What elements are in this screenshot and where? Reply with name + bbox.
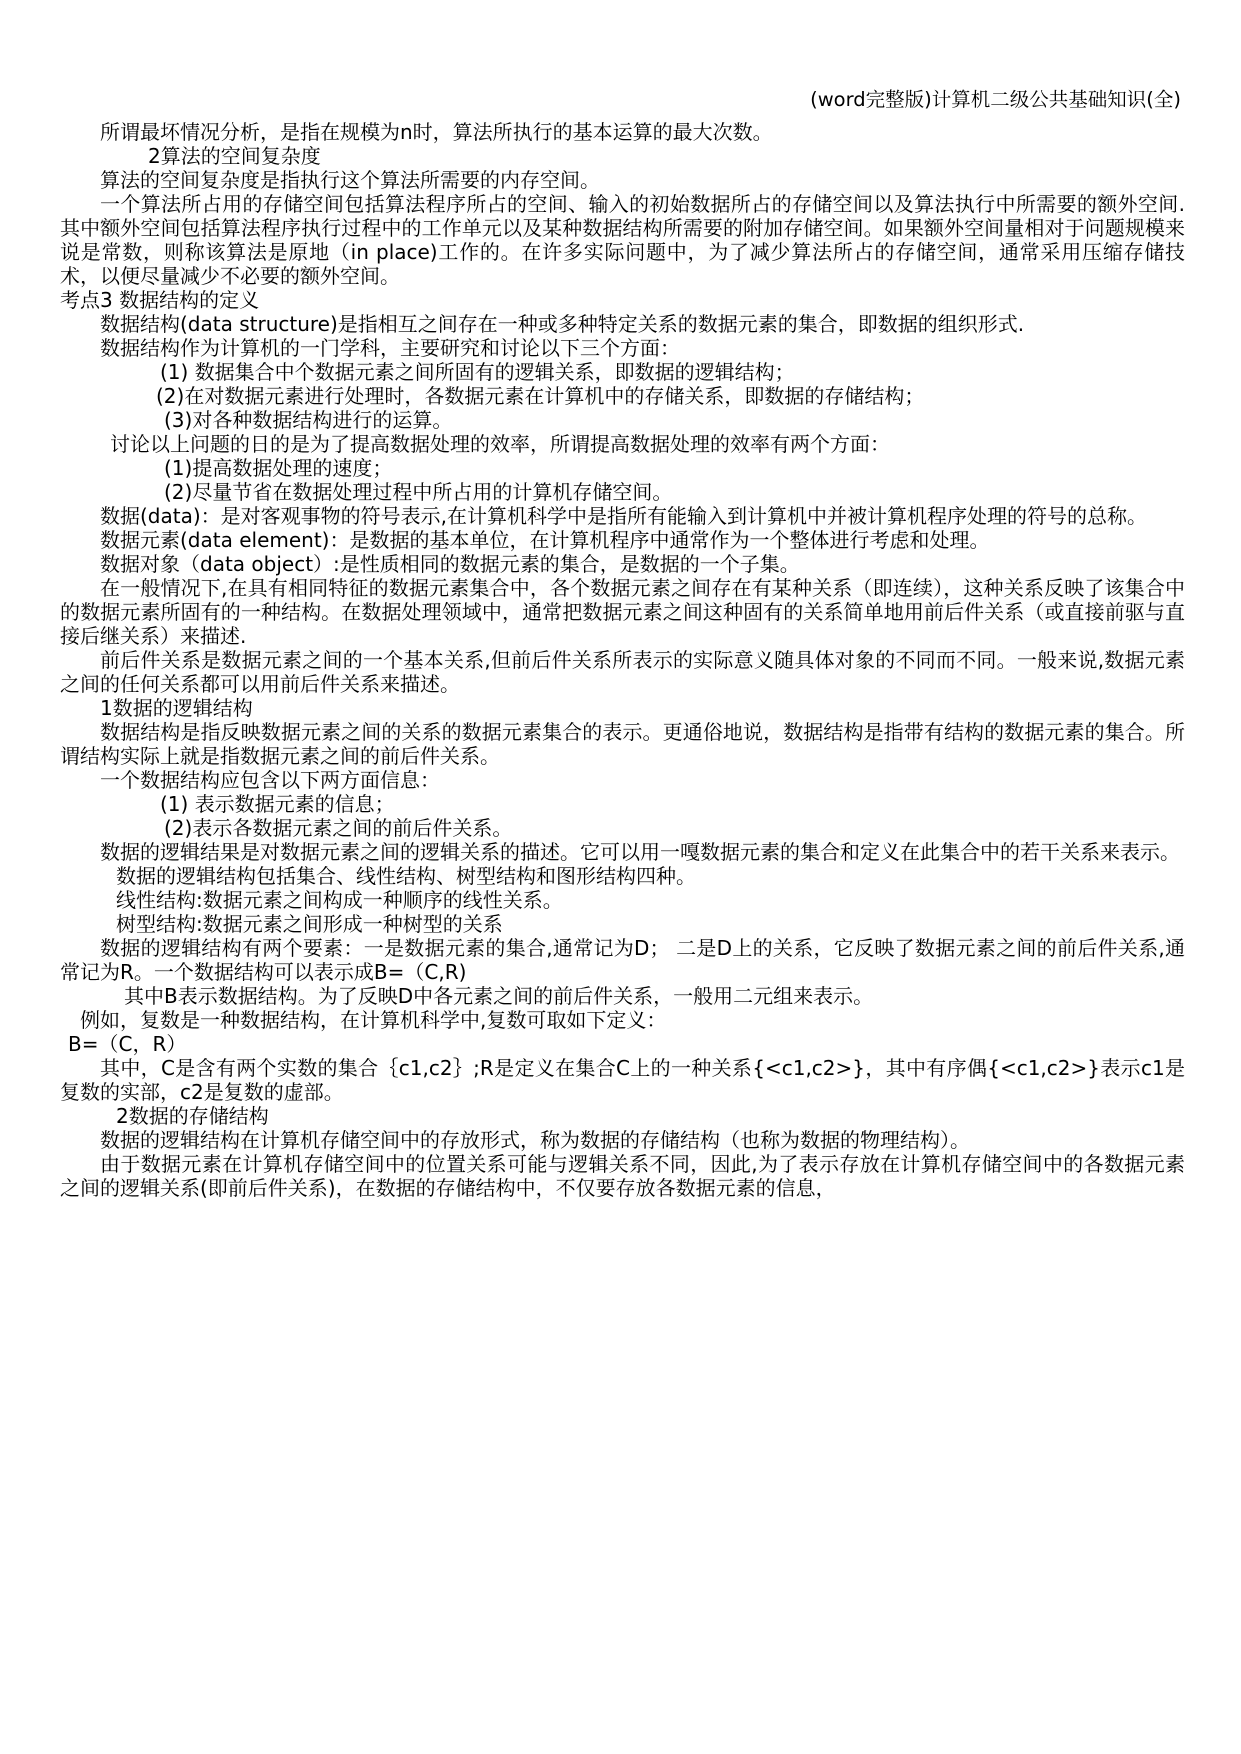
paragraph: 数据的逻辑结构包括集合、线性结构、树型结构和图形结构四种。 (116, 864, 696, 888)
paragraph: 由于数据元素在计算机存储空间中的位置关系可能与逻辑关系不同，因此,为了表示存放在计算机存储空间中的各数据元素之间的逻辑关系(即前后件关系)，在数据的存储结构中，不仅要存放各数据元素的信息， (60, 1152, 1185, 1200)
paragraph: 例如，复数是一种数据结构，在计算机科学中,复数可取如下定义： (80, 1008, 667, 1032)
paragraph: 数据元素(data element)：是数据的基本单位，在计算机程序中通常作为一个整体进行考虑和处理。 (100, 528, 990, 552)
paragraph: 数据(data)：是对客观事物的符号表示,在计算机科学中是指所有能输入到计算机中并被计算机程序处理的符号的总称。 (100, 504, 1148, 528)
section-heading: 1数据的逻辑结构 (100, 696, 253, 720)
paragraph: 讨论以上问题的日的是为了提高数据处理的效率，所谓提高数据处理的效率有两个方面： (110, 432, 890, 456)
paragraph: 数据结构作为计算机的一门学科，主要研究和讨论以下三个方面： (100, 336, 680, 360)
paragraph: 树型结构:数据元素之间形成一种树型的关系 (116, 912, 503, 936)
paragraph: 一个数据结构应包含以下两方面信息： (100, 768, 440, 792)
list-item: (2)在对数据元素进行处理时，各数据元素在计算机中的存储关系，即数据的存储结构； (156, 384, 925, 408)
paragraph: 线性结构:数据元素之间构成一种顺序的线性关系。 (116, 888, 563, 912)
section-heading: 2数据的存储结构 (116, 1104, 269, 1128)
paragraph: 数据结构是指反映数据元素之间的关系的数据元素集合的表示。更通俗地说，数据结构是指带有结构的数据元素的集合。所谓结构实际上就是指数据元素之间的前后件关系。 (60, 720, 1185, 768)
section-heading: 2算法的空间复杂度 (148, 144, 321, 168)
paragraph: 所谓最坏情况分析，是指在规模为n时，算法所执行的基本运算的最大次数。 (100, 120, 773, 144)
paragraph: 在一般情况下,在具有相同特征的数据元素集合中，各个数据元素之间存在有某种关系（即连续），这种关系反映了该集合中的数据元素所固有的一种结构。在数据处理领域中，通常把数据元素之间这种固有的关系简单地用前后件关系（或直接前驱与直接后继关系）来描述. (60, 576, 1185, 648)
list-item: (1) 表示数据元素的信息； (160, 792, 395, 816)
paragraph: 其中B表示数据结构。为了反映D中各元素之间的前后件关系，一般用二元组来表示。 (124, 984, 874, 1008)
document-body (60, 120, 1185, 1200)
list-item: (1)提高数据处理的速度； (164, 456, 393, 480)
paragraph: 前后件关系是数据元素之间的一个基本关系,但前后件关系所表示的实际意义随具体对象的不同而不同。一般来说,数据元素之间的任何关系都可以用前后件关系来描述。 (60, 648, 1185, 696)
list-item: (3)对各种数据结构进行的运算。 (164, 408, 453, 432)
formula: B=（C，R） (68, 1032, 187, 1056)
paragraph: 数据对象（data object）:是性质相同的数据元素的集合，是数据的一个子集。 (100, 552, 800, 576)
list-item: (2)尽量节省在数据处理过程中所占用的计算机存储空间。 (164, 480, 673, 504)
section-heading: 考点3 数据结构的定义 (60, 288, 260, 312)
paragraph: 数据的逻辑结果是对数据元素之间的逻辑关系的描述。它可以用一嘎数据元素的集合和定义在此集合中的若干关系来表示。 (100, 840, 1180, 864)
list-item: (2)表示各数据元素之间的前后件关系。 (164, 816, 513, 840)
paragraph: 数据的逻辑结构有两个要素：一是数据元素的集合,通常记为D； 二是D上的关系，它反映了数据元素之间的前后件关系,通常记为R。一个数据结构可以表示成B=（C,R) (60, 936, 1185, 984)
paragraph: 数据结构(data structure)是指相互之间存在一种或多种特定关系的数据元素的集合，即数据的组织形式. (100, 312, 1025, 336)
paragraph: 数据的逻辑结构在计算机存储空间中的存放形式，称为数据的存储结构（也称为数据的物理结构）。 (100, 1128, 970, 1152)
paragraph: 算法的空间复杂度是指执行这个算法所需要的内存空间。 (100, 168, 600, 192)
paragraph: 一个算法所占用的存储空间包括算法程序所占的空间、输入的初始数据所占的存储空间以及算法执行中所需要的额外空间.其中额外空间包括算法程序执行过程中的工作单元以及某种数据结构所需要的附加存储空间。如果额外空间量相对于问题规模来说是常数，则称该算法是原地（in place)工作的。在许多实际问题中，为了减少算法所占的存储空间，通常采用压缩存储技术，以便尽量减少不必要的额外空间。 (60, 192, 1185, 288)
paragraph: 其中，C是含有两个实数的集合｛c1,c2｝;R是定义在集合C上的一种关系{<c1,c2>}，其中有序偶{<c1,c2>}表示c1是复数的实部，c2是复数的虚部。 (60, 1056, 1185, 1104)
page-header: (word完整版)计算机二级公共基础知识(全) (810, 88, 1181, 111)
list-item: (1) 数据集合中个数据元素之间所固有的逻辑关系，即数据的逻辑结构； (160, 360, 795, 384)
